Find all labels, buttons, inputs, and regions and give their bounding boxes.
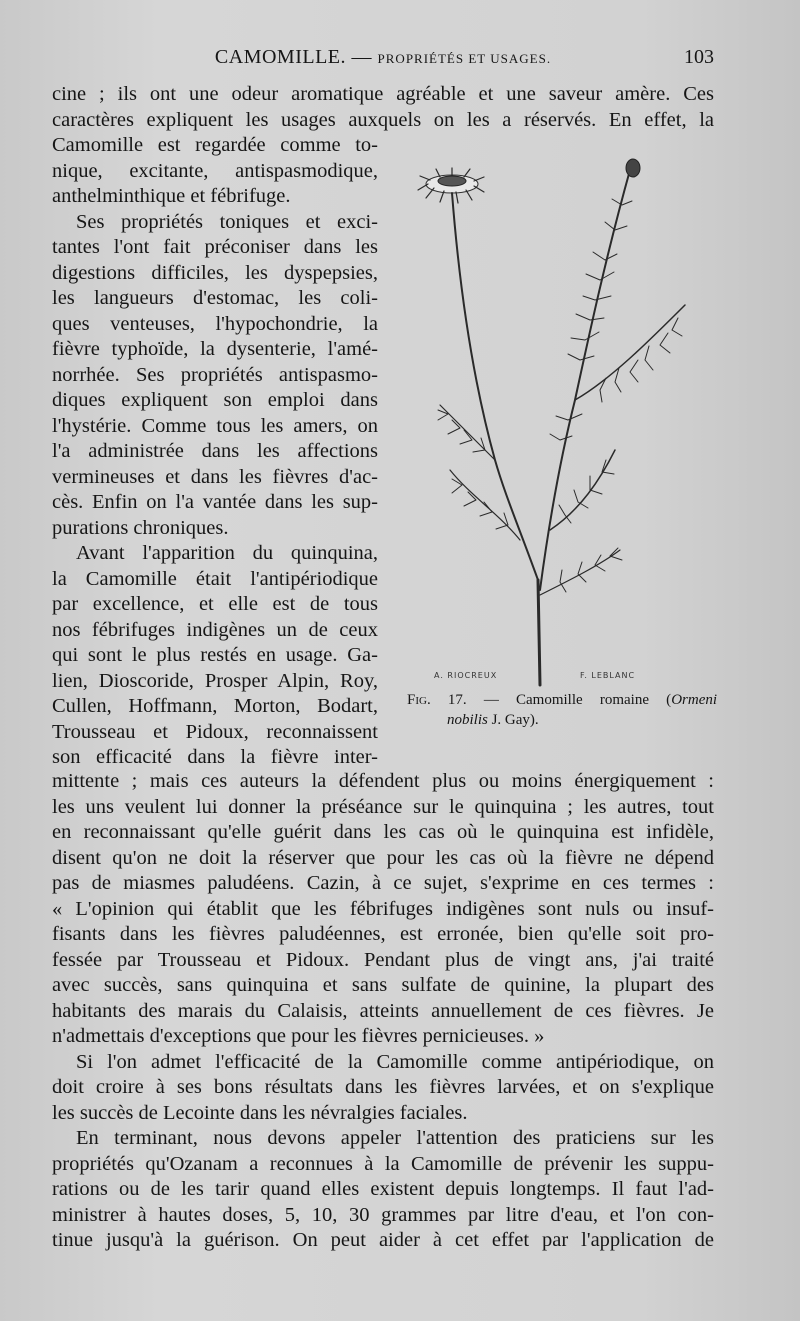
figure-latin-2: nobilis — [447, 712, 488, 728]
text-line: « L'opinion qui établit que les fébrifuges indigènes sont nuls ou insuf- — [52, 897, 714, 920]
text-line: fisants dans les fièvres paludéennes, est erronée, bien qu'elle soit pro- — [52, 923, 714, 945]
text-line: cine ; ils ont une odeur aromatique agréable et une saveur amère. Ces — [52, 83, 714, 105]
text-line: n'admettais d'exceptions que pour les fièvres pernicieuses. » — [52, 1025, 545, 1047]
figure-caption-text: Camomille romaine ( — [516, 692, 672, 708]
text-line: mittente ; mais ces auteurs la défendent plus ou moins énergiquement : — [52, 770, 714, 792]
running-title — [52, 46, 714, 69]
closing-paragraphs — [52, 769, 714, 1254]
title-sub: PROPRIÉTÉS ET USAGES. — [377, 51, 552, 66]
text-line: propriétés qu'Ozanam a reconnues à la Camomille de prévenir les suppu- — [52, 1152, 714, 1175]
text-line: digestions difficiles, les dyspepsies, — [52, 261, 378, 284]
engraver-right: F. LEBLANC — [580, 671, 636, 680]
text-line: norrhée. Ses propriétés antispasmo- — [52, 363, 378, 386]
text-line: les uns veulent lui donner la préséance sur le quinquina ; les autres, tout — [52, 795, 714, 818]
text-line: Si l'on admet l'efficacité de la Camomille comme antipériodique, on — [76, 1050, 714, 1073]
text-line: avec succès, sans quinquina et sans sulfate de quinine, la plupart des — [52, 974, 714, 996]
text-line: vermineuses et dans les fièvres d'ac- — [52, 465, 378, 488]
text-line: Avant l'apparition du quinquina, — [76, 542, 378, 564]
text-line: nos fébrifuges indigènes un de ceux — [52, 618, 378, 641]
opening-paragraph — [52, 82, 714, 133]
text-line: la Camomille était l'antipériodique — [52, 567, 378, 590]
text-line: pas de miasmes paludéens. Cazin, à ce sujet, s'exprime en ces termes : — [52, 872, 714, 894]
foliage — [438, 199, 682, 592]
text-line: son efficacité dans la fièvre inter- — [52, 746, 378, 768]
text-line: Ses propriétés toniques et exci- — [76, 210, 378, 233]
figure-dash: — — [483, 692, 499, 708]
text-line: anthelminthique et fébrifuge. — [52, 185, 291, 207]
text-line: fièvre typhoïde, la dysenterie, l'amé- — [52, 338, 378, 360]
column-text — [52, 133, 378, 771]
text-line: en reconnaissant qu'elle guérit dans les cas où le quinquina est infidèle, — [52, 821, 714, 843]
text-line: lien, Dioscoride, Prosper Alpin, Roy, — [52, 669, 378, 692]
text-line: les langueurs d'estomac, les coli- — [52, 287, 378, 309]
engraver-left: A. RIOCREUX — [434, 671, 498, 680]
text-line: En terminant, nous devons appeler l'attention des praticiens sur les — [76, 1127, 714, 1149]
title-dash: — — [351, 46, 373, 68]
text-line: nique, excitante, antispasmodique, — [52, 159, 378, 182]
text-line: l'hystérie. Comme tous les amers, on — [52, 414, 378, 437]
text-line: ques venteuses, l'hypochondrie, la — [52, 312, 378, 335]
text-line: par excellence, et elle est de tous — [52, 593, 378, 615]
running-header — [52, 46, 714, 76]
text-line: Trousseau et Pidoux, reconnaissent — [52, 720, 378, 743]
text-line: qui sont le plus restés en usage. Ga- — [52, 644, 378, 666]
text-line: doit croire à ses bons résultats dans les fièvres larvées, et on s'explique — [52, 1076, 714, 1098]
flower-head — [418, 168, 484, 203]
text-line: tinue jusqu'à la guérison. On peut aider à cet effet par l'application de — [52, 1229, 714, 1251]
branch-lower-right — [540, 550, 620, 595]
main-stem — [538, 580, 540, 685]
figure-label: Fig. 17. — [407, 692, 467, 708]
chamomile-illustration — [400, 150, 720, 710]
text-line: cès. Enfin on l'a vantée dans les sup- — [52, 491, 378, 513]
figure-author: J. Gay). — [491, 712, 539, 728]
text-line: l'a administrée dans les affections — [52, 440, 378, 462]
flower-stem — [452, 193, 538, 580]
figure-latin-1: Ormeni — [671, 692, 718, 708]
text-line: diques expliquent son emploi dans — [52, 389, 378, 411]
text-line: habitants des marais du Calaisis, atteints annuellement de ces fièvres. Je — [52, 999, 714, 1022]
branch-upper — [575, 305, 685, 400]
text-line: Camomille est regardée comme to- — [52, 134, 378, 156]
text-line: fessée par Trousseau et Pidoux. Pendant plus de vingt ans, j'ai traité — [52, 948, 714, 971]
branch-left — [440, 405, 495, 460]
text-line: Cullen, Hoffmann, Morton, Bodart, — [52, 695, 378, 717]
text-line: ministrer à hautes doses, 5, 10, 30 grammes par litre d'eau, et l'on con- — [52, 1203, 714, 1226]
text-line: caractères expliquent les usages auxquels on les a réservés. En effet, la — [52, 108, 714, 131]
flower-bud — [626, 159, 640, 177]
text-line: rations ou de les tarir quand elles existent depuis longtemps. Il faut l'ad- — [52, 1178, 714, 1200]
text-line: les succès de Lecointe dans les névralgies faciales. — [52, 1101, 468, 1124]
page-number: 103 — [684, 46, 714, 68]
text-line: tantes l'ont fait préconiser dans les — [52, 236, 378, 258]
text-line: purations chroniques. — [52, 516, 229, 539]
figure-caption — [407, 690, 717, 730]
title-main: CAMOMILLE. — [214, 46, 347, 68]
text-line: disent qu'on ne doit la réserver que pour les cas où la fièvre ne dépend — [52, 846, 714, 869]
